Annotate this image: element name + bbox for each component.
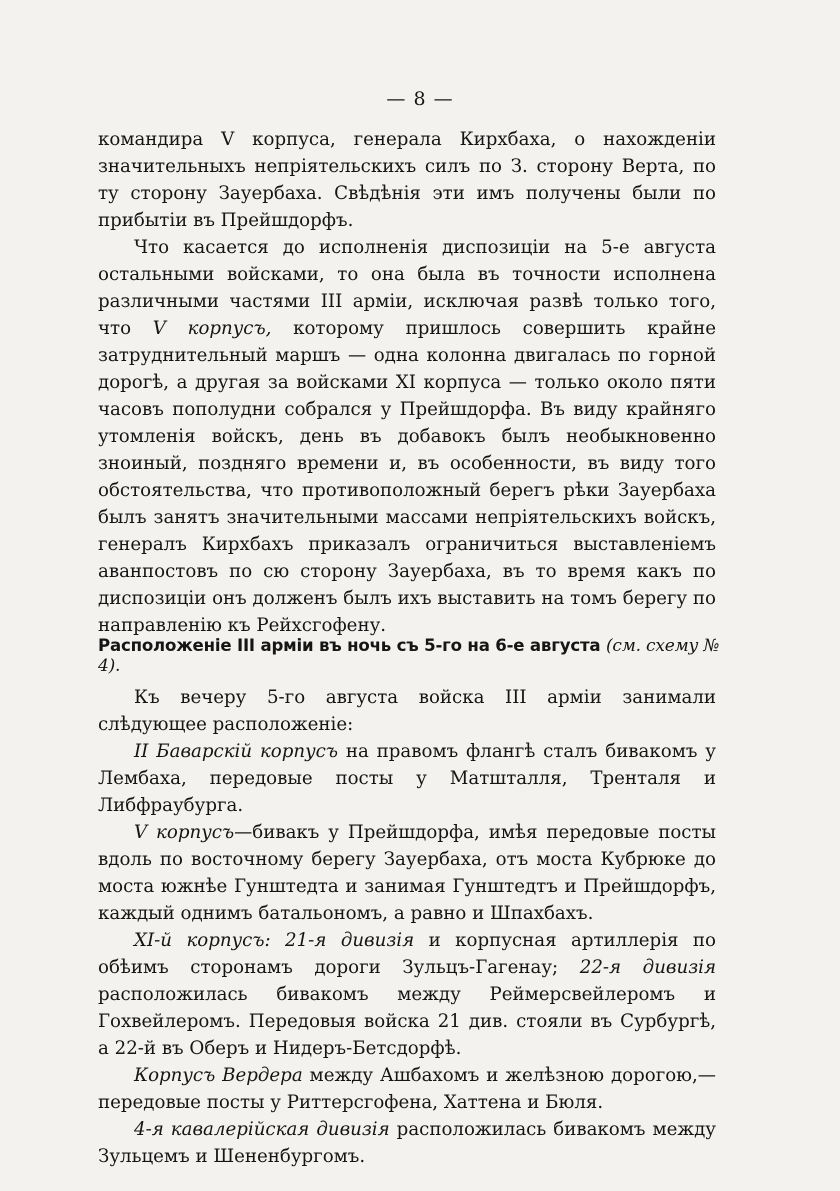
paragraph-text: между Ашбахомъ и желѣзною дорогою,— передовые посты у Риттерсгофена, Хаттена и Бюля. bbox=[98, 1065, 716, 1113]
paragraph-xi-corps bbox=[98, 927, 716, 1062]
paragraph-text: и корпусная артиллерія по обѣимъ сторонамъ дороги Зульцъ-Гагенау; bbox=[98, 930, 717, 978]
section-heading-reference: (см. схему № 4). bbox=[98, 636, 720, 676]
paragraph-text: расположилась бивакомъ между Зульцемъ и Шененбургомъ. bbox=[98, 1119, 716, 1167]
italic-term: 4-я кавалерійская дивизія bbox=[134, 1119, 390, 1140]
text-block-upper bbox=[98, 126, 716, 639]
paragraph-cavalry-division bbox=[98, 1116, 716, 1170]
italic-term: XI-й корпусъ: 21-я дивизія bbox=[134, 930, 415, 951]
italic-term: 22-я дивизія bbox=[579, 957, 716, 978]
section-heading-title: Расположеніе III арміи въ ночь съ 5-го на 6-е августа bbox=[98, 636, 601, 655]
paragraph-continuation: командира V корпуса, генерала Кирхбаха, о нахожденіи значительныхъ непріятельскихъ силъ по З. сторону Верта, по ту сторону Зауербаха. Свѣдѣнія эти имъ получены были по прибытіи въ Прейшдорфъ. bbox=[98, 129, 716, 231]
italic-term: II Баварскій корпусъ bbox=[134, 741, 338, 762]
italic-term: V корпусъ, bbox=[152, 318, 272, 339]
italic-term: Корпусъ Вердера bbox=[134, 1065, 303, 1086]
paragraph-werder-corps bbox=[98, 1062, 716, 1116]
paragraph-intro: Къ вечеру 5-го августа войска III арміи занимали слѣдующее расположеніе: bbox=[98, 687, 716, 735]
paragraph-text: Что касается до исполненія диспозиціи на 5-е августа остальными войсками, то она была въ точности исполнена различными частями III арміи, исключая развѣ только того, что bbox=[98, 237, 716, 339]
text-block-lower bbox=[98, 684, 716, 1170]
page-number: — 8 — bbox=[386, 88, 454, 110]
paragraph-text: —бивакъ у Прейшдорфа, имѣя передовые посты вдоль по восточному берегу Зауербаха, отъ моста Кубрюке до моста южнѣе Гунштедта и занимая Гунштедтъ и Прейшдорфъ, каждый однимъ батальономъ, а равно и Шпахбахъ. bbox=[98, 822, 716, 924]
paragraph-text: которому пришлось совершить крайне затруднительный маршъ — одна колонна двигалась по горной дорогѣ, а другая за войсками XI корпуса — только около пяти часовъ пополудни собрался у Прейшдорфа. Въ виду крайняго утомленія войскъ, день въ добавокъ былъ необыкновенно зноиный, поздняго времени и, въ особенности, въ виду того обстоятельства, что противоположный берегъ рѣки Зауербаха былъ занятъ значительными массами непріятельскихъ войскъ, генералъ Кирхбахъ приказалъ ограничиться выставленіемъ аванпостовъ по сю сторону Зауербаха, въ то время какъ по диспозиціи онъ долженъ былъ ихъ выставить на томъ берегу по направленію къ Рейхсгофену. bbox=[98, 318, 716, 636]
paragraph-disposition bbox=[98, 234, 716, 639]
paragraph-text: на правомъ флангѣ сталъ бивакомъ у Лембаха, передовые посты у Матшталля, Тренталя и Либфраубурга. bbox=[98, 741, 716, 816]
paragraph-v-corps bbox=[98, 819, 716, 927]
paragraph-text: расположилась бивакомъ между Реймерсвейлеромъ и Гохвейлеромъ. Передовыя войска 21 див. стояли въ Сурбургѣ, а 22-й въ Оберъ и Нидеръ-Бетсдорфѣ. bbox=[98, 984, 716, 1059]
section-heading bbox=[98, 636, 738, 676]
italic-term: V корпусъ bbox=[134, 822, 235, 843]
paragraph-bavarian-corps bbox=[98, 738, 716, 819]
